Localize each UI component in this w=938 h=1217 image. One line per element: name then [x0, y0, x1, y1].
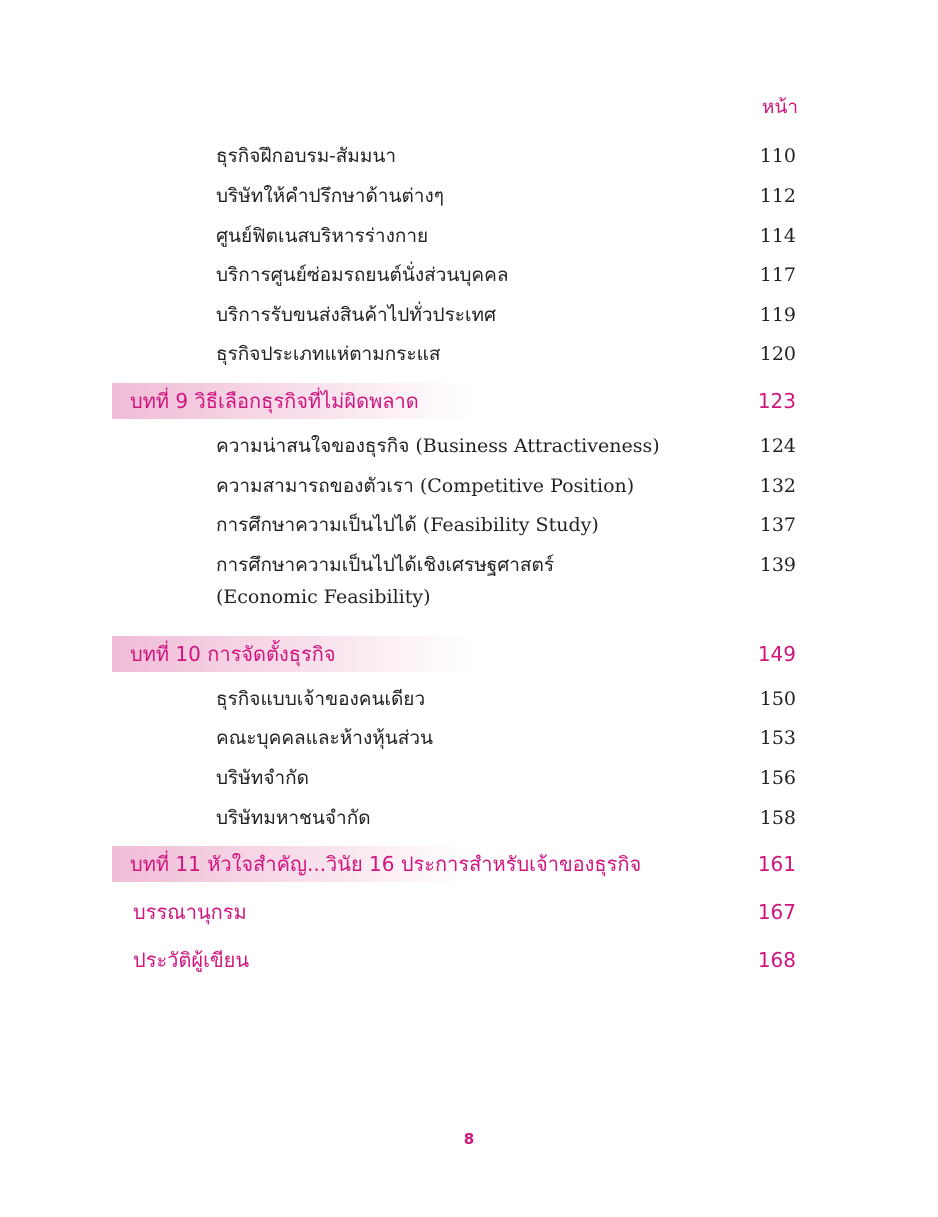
entry-page: 150 [759, 688, 796, 710]
toc-entry[interactable] [0, 686, 938, 722]
toc-entry[interactable] [0, 143, 938, 179]
toc-entry[interactable] [0, 805, 938, 841]
entry-title: ธุรกิจประเภทแห่ตามกระแส [216, 343, 441, 365]
entry-title: บรรณานุกรม [133, 900, 247, 924]
toc-entry[interactable] [0, 223, 938, 259]
entry-page: 168 [757, 948, 796, 972]
entry-title: ประวัติผู้เขียน [133, 948, 250, 972]
entry-title: การศึกษาความเป็นไปได้เชิงเศรษฐศาสตร์ [216, 554, 555, 576]
toc-entry[interactable] [0, 512, 938, 548]
entry-page: 117 [759, 264, 796, 286]
toc-entry[interactable] [0, 262, 938, 298]
entry-title: ความน่าสนใจของธุรกิจ (Business Attractiveness) [216, 435, 660, 457]
entry-title: บริษัทให้คำปรึกษาด้านต่างๆ [216, 185, 444, 207]
toc-chapter-9[interactable] [0, 383, 938, 419]
entry-page: 132 [759, 475, 796, 497]
entry-title: ความสามารถของตัวเรา (Competitive Position) [216, 475, 635, 497]
toc-chapter-11[interactable] [0, 846, 938, 882]
entry-page: 137 [759, 514, 796, 536]
entry-title: บริษัทมหาชนจำกัด [216, 807, 371, 829]
chapter-page: 161 [757, 852, 796, 876]
entry-title: ธุรกิจฝึกอบรม-สัมมนา [216, 145, 396, 167]
chapter-title: บทที่ 10 การจัดตั้งธุรกิจ [130, 642, 336, 666]
toc-entry[interactable] [0, 302, 938, 338]
entry-page: 124 [759, 435, 796, 457]
toc-entry[interactable] [0, 552, 938, 616]
entry-page: 120 [759, 343, 796, 365]
entry-title-continuation: (Economic Feasibility) [216, 586, 431, 608]
entry-title: บริการรับขนส่งสินค้าไปทั่วประเทศ [216, 304, 497, 326]
chapter-title: บทที่ 11 หัวใจสำคัญ...วินัย 16 ประการสำหรับเจ้าของธุรกิจ [130, 852, 642, 876]
chapter-page: 149 [757, 642, 796, 666]
toc-entry[interactable] [0, 341, 938, 377]
chapter-page: 123 [757, 389, 796, 413]
toc-entry[interactable] [0, 725, 938, 761]
toc-entry[interactable] [0, 473, 938, 509]
entry-page: 114 [759, 225, 796, 247]
entry-page: 110 [759, 145, 796, 167]
entry-page: 158 [759, 807, 796, 829]
page-column-header: หน้า [761, 96, 798, 118]
page-number: 8 [463, 1130, 475, 1148]
toc-entry[interactable] [0, 765, 938, 801]
entry-page: 167 [757, 900, 796, 924]
toc-entry[interactable] [0, 183, 938, 219]
entry-page: 153 [759, 727, 796, 749]
entry-title: ศูนย์ฟิตเนสบริหารร่างกาย [216, 225, 429, 247]
entry-title: ธุรกิจแบบเจ้าของคนเดียว [216, 688, 426, 710]
chapter-title: บทที่ 9 วิธีเลือกธุรกิจที่ไม่ผิดพลาด [130, 389, 419, 413]
entry-title: บริการศูนย์ซ่อมรถยนต์นั่งส่วนบุคคล [216, 264, 509, 286]
entry-page: 119 [759, 304, 796, 326]
entry-page: 139 [759, 554, 796, 576]
entry-page: 112 [759, 185, 796, 207]
entry-title: บริษัทจำกัด [216, 767, 309, 789]
toc-bibliography[interactable] [0, 898, 938, 934]
toc-entry[interactable] [0, 433, 938, 469]
toc-author-bio[interactable] [0, 946, 938, 982]
entry-page: 156 [759, 767, 796, 789]
entry-title: การศึกษาความเป็นไปได้ (Feasibility Study) [216, 514, 599, 536]
toc-chapter-10[interactable] [0, 636, 938, 672]
entry-title: คณะบุคคลและห้างหุ้นส่วน [216, 727, 433, 749]
